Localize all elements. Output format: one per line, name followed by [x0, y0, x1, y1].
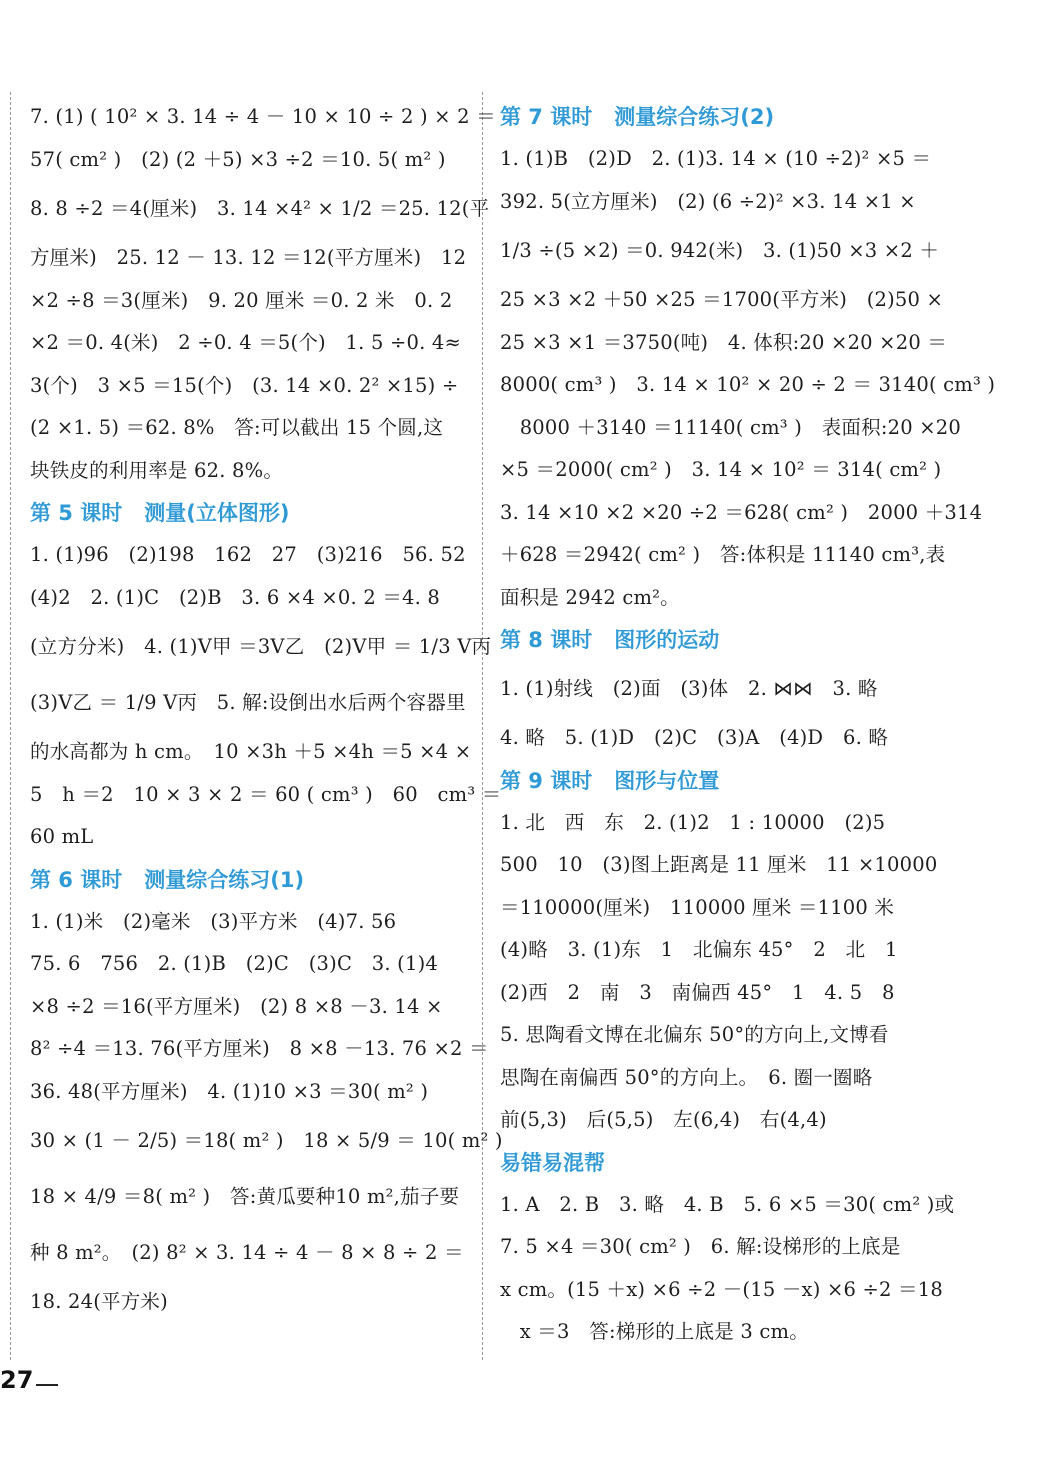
section-title: 测量综合练习(2) [614, 105, 775, 129]
answer-line: 1. 北 西 东 2. (1)2 1 : 10000 (2)5 [500, 810, 886, 834]
answer-line: 思陶在南偏西 50°的方向上。 6. 圈一圈略 [500, 1065, 873, 1089]
answer-line: 1. A 2. B 3. 略 4. B 5. 6 ×5 ＝30( cm² )或 [500, 1192, 955, 1216]
answer-line: 57( cm² ) (2) (2 ＋5) ×3 ÷2 ＝10. 5( m² ) [30, 147, 446, 171]
answer-line: (4)略 3. (1)东 1 北偏东 45° 2 北 1 [500, 938, 898, 961]
answer-line: 3(个) 3 ×5 ＝15(个) (3. 14 ×0. 2² ×15) ÷ [30, 373, 459, 397]
lesson-number: 第 5 课时 [30, 501, 123, 525]
answer-line: ×8 ÷2 ＝16(平方厘米) (2) 8 ×8 －3. 14 × [30, 994, 443, 1018]
section-title: 图形的运动 [614, 628, 720, 652]
answer-line: 25 ×3 ×2 ＋50 ×25 ＝1700(平方米) (2)50 × [500, 288, 944, 311]
answer-line: ＝110000(厘米) 110000 厘米 ＝1100 米 [500, 895, 895, 919]
section-title: 测量(立体图形) [144, 501, 290, 525]
answer-line: 8000( cm³ ) 3. 14 × 10² × 20 ÷ 2 ＝ 3140( cm³ ) [500, 373, 996, 396]
section-heading [500, 1142, 932, 1184]
lesson-number: 第 9 课时 [500, 768, 593, 793]
answer-line: 1. (1)米 (2)毫米 (3)平方米 (4)7. 56 [30, 909, 397, 933]
answer-line: 30 × (1 － 2/5) ＝18( m² ) 18 × 5/9 ＝ 10( m² ) [30, 1129, 503, 1152]
answer-line: 1. (1)96 (2)198 162 27 (3)216 56. 52 [30, 543, 466, 566]
answer-line: 面积是 2942 cm²。 [500, 585, 680, 609]
left-column [30, 96, 503, 1324]
answer-line: 392. 5(立方厘米) (2) (6 ÷2)² ×3. 14 ×1 × [500, 189, 916, 213]
answer-line: 种 8 m²。 (2) 8² × 3. 14 ÷ 4 － 8 × 8 ÷ 2 ＝ [30, 1241, 464, 1264]
answer-line: ×5 ＝2000( cm² ) 3. 14 × 10² ＝ 314( cm² ) [500, 458, 942, 481]
section-heading [30, 859, 460, 901]
answer-line: 8. 8 ÷2 ＝4(厘米) 3. 14 ×4² × 1/2 ＝25. 12(平 [30, 197, 490, 220]
answer-line: 8² ÷4 ＝13. 76(平方厘米) 8 ×8 －13. 76 ×2 ＝ [30, 1037, 489, 1060]
answer-line: 3. 14 ×10 ×2 ×20 ÷2 ＝628( cm² ) 2000 ＋314 [500, 500, 983, 524]
answer-line: (2 ×1. 5) ＝62. 8% 答:可以截出 15 个圆,这 [30, 416, 444, 439]
answer-line: 方厘米) 25. 12 － 13. 12 ＝12(平方厘米) 12 [30, 246, 467, 269]
answer-line: 1. (1)B (2)D 2. (1)3. 14 × (10 ÷2)² ×5 ＝ [500, 147, 932, 170]
answer-line: 7. (1) ( 10² × 3. 14 ÷ 4 － 10 × 10 ÷ 2 ) × 2 ＝ [30, 105, 496, 128]
right-column [500, 96, 996, 1354]
left-margin-divider [10, 92, 11, 1360]
section-heading [500, 760, 932, 802]
lesson-number: 第 6 课时 [30, 867, 123, 892]
answer-line: x ＝3 答:梯形的上底是 3 cm。 [500, 1320, 809, 1343]
answer-line: (4)2 2. (1)C (2)B 3. 6 ×4 ×0. 2 ＝4. 8 [30, 585, 441, 609]
section-heading [500, 96, 932, 138]
answer-line: (立方分米) 4. (1)V甲 ＝3V乙 (2)V甲 ＝ 1/3 V丙 [30, 635, 492, 658]
answer-line: 18 × 4/9 ＝8( m² ) 答:黄瓜要种10 m²,茄子要 [30, 1185, 460, 1208]
answer-line: 5 h ＝2 10 × 3 × 2 ＝ 60 ( cm³ ) 60 cm³ ＝ [30, 782, 502, 806]
section-title: 图形与位置 [614, 768, 720, 793]
lesson-number: 第 8 课时 [500, 628, 593, 652]
page-number-dash [36, 1384, 58, 1386]
section-heading [500, 619, 932, 661]
answer-line: (2)西 2 南 3 南偏西 45° 1 4. 5 8 [500, 980, 895, 1004]
answer-line: (3)V乙 ＝ 1/9 V丙 5. 解:设倒出水后两个容器里 [30, 691, 466, 714]
answer-line: 7. 5 ×4 ＝30( cm² ) 6. 解:设梯形的上底是 [500, 1235, 901, 1258]
answer-line: 500 10 (3)图上距离是 11 厘米 11 ×10000 [500, 853, 938, 876]
answer-line: 1/3 ÷(5 ×2) ＝0. 942(米) 3. (1)50 ×3 ×2 ＋ [500, 239, 940, 262]
section-title: 易错易混帮 [500, 1150, 605, 1175]
answer-line: 75. 6 756 2. (1)B (2)C (3)C 3. (1)4 [30, 952, 439, 975]
answer-line: ＋628 ＝2942( cm² ) 答:体积是 11140 cm³,表 [500, 543, 946, 566]
column-divider [482, 92, 483, 1360]
answer-line: 5. 思陶看文博在北偏东 50°的方向上,文博看 [500, 1023, 889, 1046]
answer-line: 前(5,3) 后(5,5) 左(6,4) 右(4,4) [500, 1108, 827, 1131]
answer-line: 8000 ＋3140 ＝11140( cm³ ) 表面积:20 ×20 [500, 415, 961, 439]
lesson-number: 第 7 课时 [500, 105, 593, 129]
section-heading [30, 492, 460, 534]
answer-line: 18. 24(平方米) [30, 1290, 168, 1313]
answer-line: 4. 略 5. (1)D (2)C (3)A (4)D 6. 略 [500, 726, 889, 749]
answer-line: 1. (1)射线 (2)面 (3)体 2. ⋈⋈ 3. 略 [500, 677, 878, 700]
section-title: 测量综合练习(1) [144, 867, 305, 892]
answer-line: 的水高都为 h cm。 10 ×3h ＋5 ×4h ＝5 ×4 × [30, 740, 472, 763]
answer-line: ×2 ＝0. 4(米) 2 ÷0. 4 ＝5(个) 1. 5 ÷0. 4≈ [30, 331, 462, 354]
answer-line: 60 mL [30, 825, 94, 848]
answer-line: 块铁皮的利用率是 62. 8%。 [30, 458, 284, 482]
answer-line: 36. 48(平方厘米) 4. (1)10 ×3 ＝30( m² ) [30, 1079, 429, 1103]
answer-line: 25 ×3 ×1 ＝3750(吨) 4. 体积:20 ×20 ×20 ＝ [500, 330, 948, 354]
answer-line: ×2 ÷8 ＝3(厘米) 9. 20 厘米 ＝0. 2 米 0. 2 [30, 288, 453, 312]
page-number: 27 [0, 1366, 34, 1394]
answer-line: x cm。(15 ＋x) ×6 ÷2 －(15 －x) ×6 ÷2 ＝18 [500, 1277, 943, 1301]
